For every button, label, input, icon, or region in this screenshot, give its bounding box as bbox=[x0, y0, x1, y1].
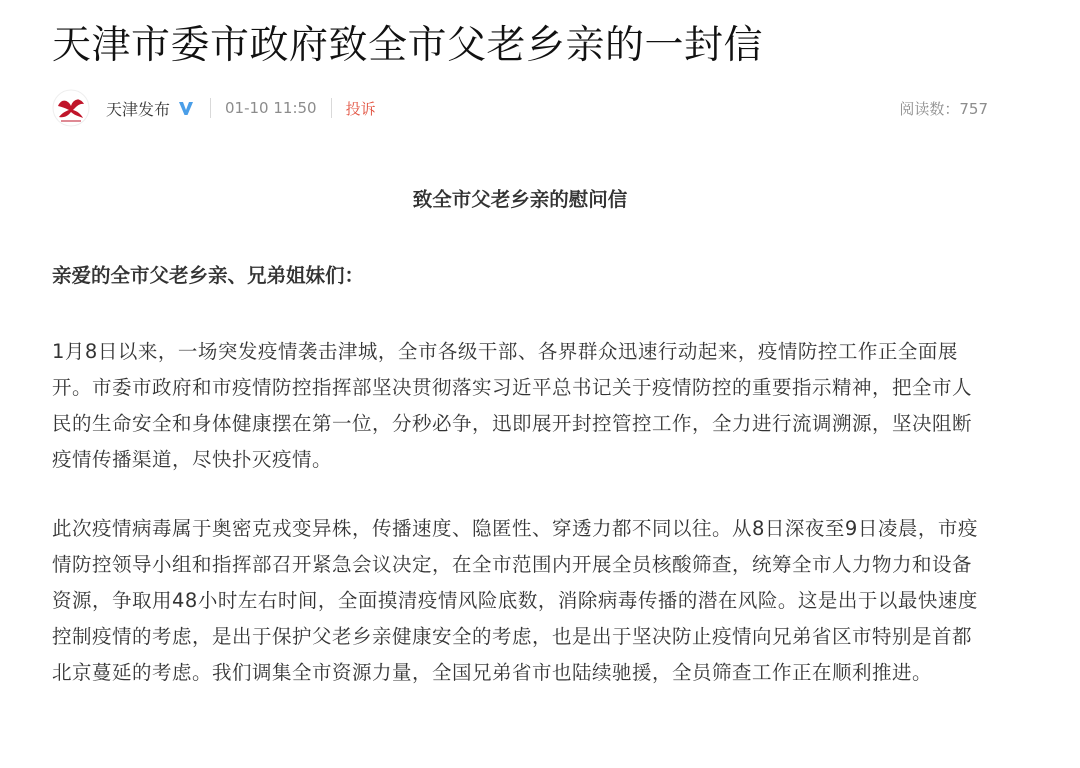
author-avatar[interactable] bbox=[52, 89, 90, 127]
article-meta bbox=[52, 88, 988, 128]
body-paragraph: 1月8日以来，一场突发疫情袭击津城，全市各级干部、各界群众迅速行动起来，疫情防控工作正全面展开。市委市政府和市疫情防控指挥部坚决贯彻落实习近平总书记关于疫情防控的重要指示精神，把全市人民的生命安全和身体健康摆在第一位，分秒必争，迅即展开封控管控工作，全力进行流调溯源，坚决阻断疫情传播渠道，尽快扑灭疫情。 bbox=[52, 340, 973, 471]
avatar-logo-icon bbox=[52, 89, 90, 127]
article-title: 天津市委市政府致全市父老乡亲的一封信 bbox=[52, 23, 764, 68]
publish-time: 01-10 11:50 bbox=[225, 99, 317, 117]
article-body bbox=[52, 170, 988, 691]
letter-greeting: 亲爱的全市父老乡亲、兄弟姐妹们： bbox=[52, 264, 365, 287]
read-count: 阅读数：757 bbox=[899, 99, 988, 118]
letter-subtitle: 致全市父老乡亲的慰问信 bbox=[412, 188, 628, 211]
verified-check-icon bbox=[176, 98, 196, 118]
meta-divider bbox=[331, 98, 332, 118]
meta-divider bbox=[210, 98, 211, 118]
report-link[interactable]: 投诉 bbox=[345, 99, 376, 118]
body-paragraph: 此次疫情病毒属于奥密克戎变异株，传播速度、隐匿性、穿透力都不同以往。从8日深夜至9日凌晨，市疫情防控领导小组和指挥部召开紧急会议决定，在全市范围内开展全员核酸筛查，统筹全市人力物力和设备资源，争取用48小时左右时间，全面摸清疫情风险底数，消除病毒传播的潜在风险。这是出于以最快速度控制疫情的考虑，是出于保护父老乡亲健康安全的考虑，也是出于坚决防止疫情向兄弟省区市特别是首都北京蔓延的考虑。我们调集全市资源力量，全国兄弟省市也陆续驰援，全员筛查工作正在顺利推进。 bbox=[52, 517, 978, 684]
author-name[interactable]: 天津发布 bbox=[106, 99, 171, 119]
